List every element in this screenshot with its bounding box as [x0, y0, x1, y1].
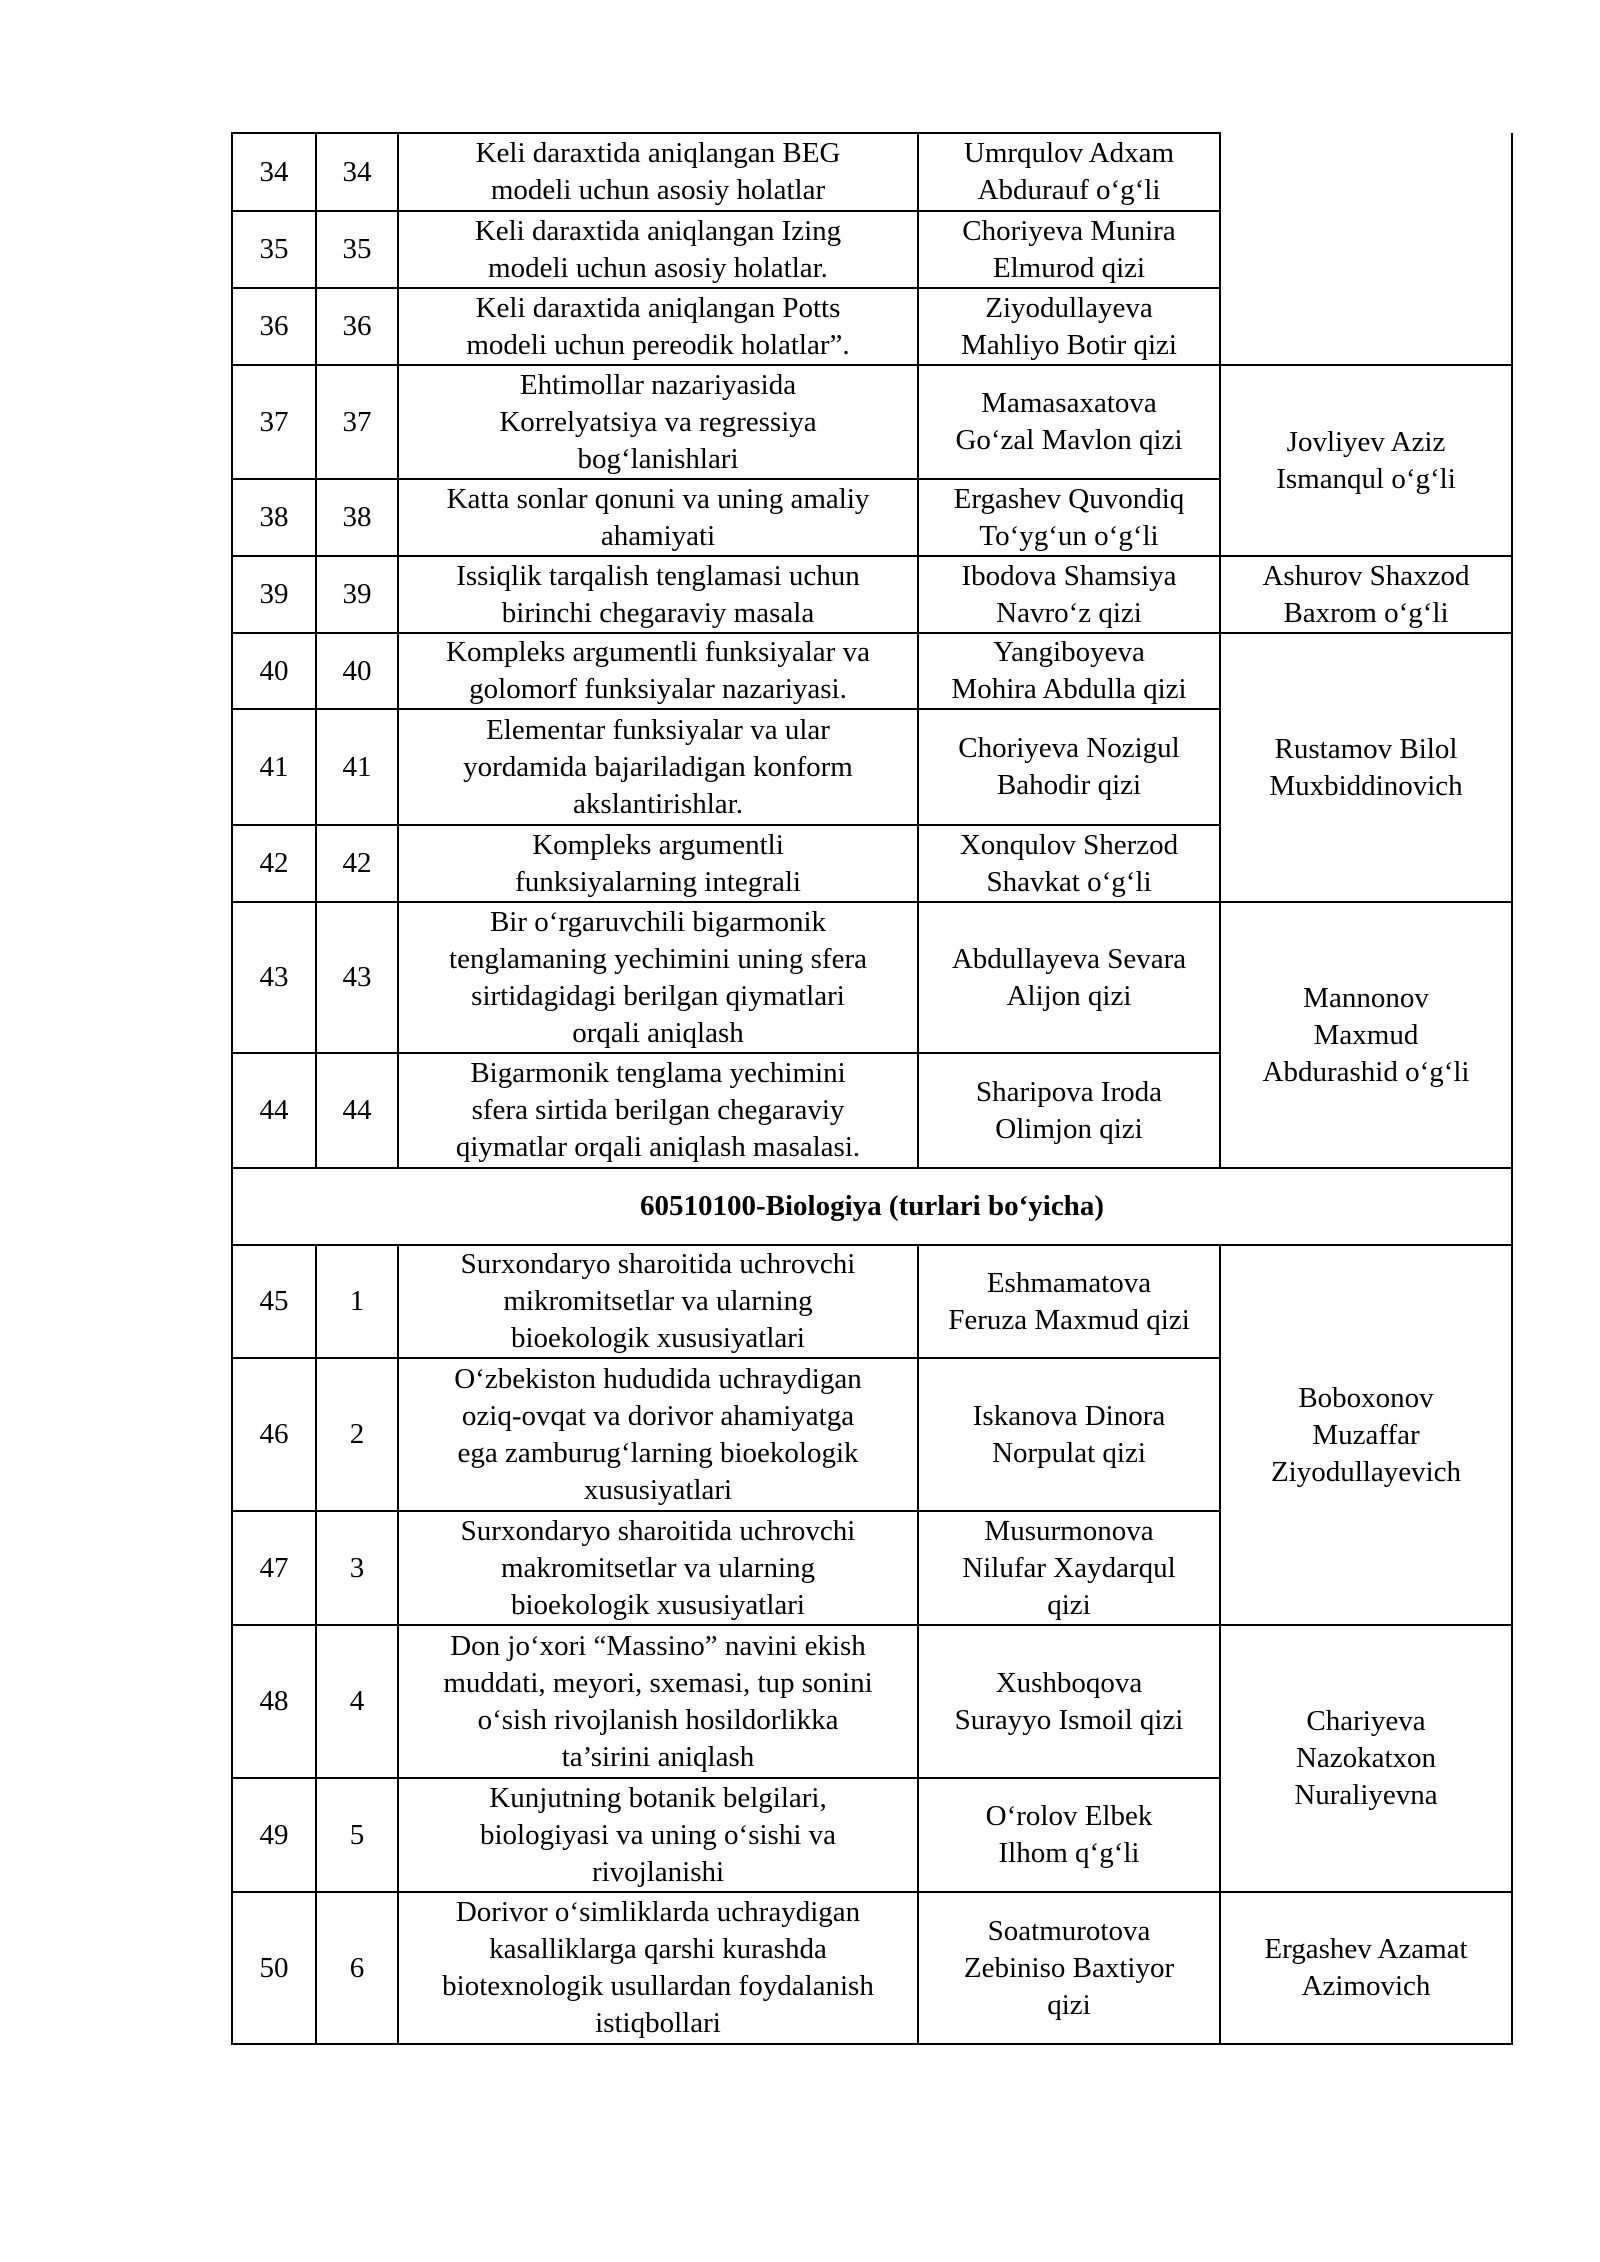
row-number: 34 — [232, 133, 316, 211]
topic-cell: O‘zbekiston hududida uchraydigan oziq-ovqat va dorivor ahamiyatga ega zamburug‘larning bioekologik xususiyatlari — [398, 1358, 918, 1511]
topic-cell: Kompleks argumentli funksiyalar va golomorf funksiyalar nazariyasi. — [398, 633, 918, 709]
student-cell: Ergashev Quvondiq To‘yg‘un o‘g‘li — [918, 479, 1220, 556]
topic-cell: Katta sonlar qonuni va uning amaliy ahamiyati — [398, 479, 918, 556]
row-number: 39 — [232, 556, 316, 633]
row-sub-number: 5 — [316, 1778, 398, 1892]
topic-cell: Bir o‘rgaruvchili bigarmonik tenglamaning yechimini uning sfera sirtidagidagi berilgan qiymatlari orqali aniqlash — [398, 902, 918, 1053]
student-cell: Xushboqova Surayyo Ismoil qizi — [918, 1625, 1220, 1778]
row-sub-number: 40 — [316, 633, 398, 709]
row-number: 35 — [232, 211, 316, 288]
supervisor-cell: Jovliyev Aziz Ismanqul o‘g‘li — [1220, 365, 1512, 556]
student-cell: Ziyodullayeva Mahliyo Botir qizi — [918, 288, 1220, 365]
table-row — [232, 902, 1512, 1053]
student-cell: Yangiboyeva Mohira Abdulla qizi — [918, 633, 1220, 709]
row-number: 36 — [232, 288, 316, 365]
row-number: 37 — [232, 365, 316, 479]
topic-cell: Keli daraxtida aniqlangan Izing modeli uchun asosiy holatlar. — [398, 211, 918, 288]
table-row — [232, 1245, 1512, 1358]
row-number: 49 — [232, 1778, 316, 1892]
topic-cell: Dorivor o‘simliklarda uchraydigan kasalliklarga qarshi kurashda biotexnologik usullardan foydalanish istiqbollari — [398, 1892, 918, 2044]
row-sub-number: 43 — [316, 902, 398, 1053]
student-cell: Musurmonova Nilufar Xaydarqul qizi — [918, 1511, 1220, 1625]
row-number: 47 — [232, 1511, 316, 1625]
supervisor-cell-empty — [1220, 133, 1512, 365]
section-title: 60510100-Biologiya (turlari bo‘yicha) — [232, 1168, 1512, 1245]
row-number: 46 — [232, 1358, 316, 1511]
row-number: 48 — [232, 1625, 316, 1778]
row-sub-number: 1 — [316, 1245, 398, 1358]
student-cell: Iskanova Dinora Norpulat qizi — [918, 1358, 1220, 1511]
row-number: 45 — [232, 1245, 316, 1358]
table-row — [232, 556, 1512, 633]
row-sub-number: 38 — [316, 479, 398, 556]
topic-cell: Kunjutning botanik belgilari, biologiyasi va uning o‘sishi va rivojlanishi — [398, 1778, 918, 1892]
table-row — [232, 1625, 1512, 1778]
row-sub-number: 3 — [316, 1511, 398, 1625]
student-cell: O‘rolov Elbek Ilhom q‘g‘li — [918, 1778, 1220, 1892]
row-sub-number: 6 — [316, 1892, 398, 2044]
topic-cell: Surxondaryo sharoitida uchrovchi mikromitsetlar va ularning bioekologik xususiyatlari — [398, 1245, 918, 1358]
supervisor-cell: Mannonov Maxmud Abdurashid o‘g‘li — [1220, 902, 1512, 1168]
row-sub-number: 34 — [316, 133, 398, 211]
supervisor-cell: Boboxonov Muzaffar Ziyodullayevich — [1220, 1245, 1512, 1625]
row-sub-number: 2 — [316, 1358, 398, 1511]
topic-cell: Elementar funksiyalar va ular yordamida bajariladigan konform akslantirishlar. — [398, 709, 918, 825]
row-sub-number: 4 — [316, 1625, 398, 1778]
student-cell: Choriyeva Munira Elmurod qizi — [918, 211, 1220, 288]
topic-cell: Keli daraxtida aniqlangan BEG modeli uchun asosiy holatlar — [398, 133, 918, 211]
row-number: 50 — [232, 1892, 316, 2044]
student-cell: Xonqulov Sherzod Shavkat o‘g‘li — [918, 825, 1220, 902]
row-sub-number: 41 — [316, 709, 398, 825]
row-sub-number: 37 — [316, 365, 398, 479]
student-cell: Ibodova Shamsiya Navro‘z qizi — [918, 556, 1220, 633]
table-row — [232, 365, 1512, 479]
row-sub-number: 39 — [316, 556, 398, 633]
student-cell: Soatmurotova Zebiniso Baxtiyor qizi — [918, 1892, 1220, 2044]
row-number: 44 — [232, 1053, 316, 1168]
row-number: 41 — [232, 709, 316, 825]
thesis-topics-table — [231, 132, 1513, 2045]
row-number: 43 — [232, 902, 316, 1053]
student-cell: Umrqulov Adxam Abdurauf o‘g‘li — [918, 133, 1220, 211]
topic-cell: Keli daraxtida aniqlangan Potts modeli uchun pereodik holatlar”. — [398, 288, 918, 365]
student-cell: Choriyeva Nozigul Bahodir qizi — [918, 709, 1220, 825]
row-number: 38 — [232, 479, 316, 556]
row-sub-number: 44 — [316, 1053, 398, 1168]
section-header-row — [232, 1168, 1512, 1245]
table-row — [232, 1892, 1512, 2044]
supervisor-cell: Ashurov Shaxzod Baxrom o‘g‘li — [1220, 556, 1512, 633]
student-cell: Mamasaxatova Go‘zal Mavlon qizi — [918, 365, 1220, 479]
topic-cell: Bigarmonik tenglama yechimini sfera sirtida berilgan chegaraviy qiymatlar orqali aniqlash masalasi. — [398, 1053, 918, 1168]
student-cell: Abdullayeva Sevara Alijon qizi — [918, 902, 1220, 1053]
row-sub-number: 42 — [316, 825, 398, 902]
row-number: 40 — [232, 633, 316, 709]
topic-cell: Don jo‘xori “Massino” navini ekish muddati, meyori, sxemasi, tup sonini o‘sish rivojlanish hosildorlikka ta’sirini aniqlash — [398, 1625, 918, 1778]
row-number: 42 — [232, 825, 316, 902]
topic-cell: Surxondaryo sharoitida uchrovchi makromitsetlar va ularning bioekologik xususiyatlari — [398, 1511, 918, 1625]
topic-cell: Issiqlik tarqalish tenglamasi uchun birinchi chegaraviy masala — [398, 556, 918, 633]
topic-cell: Kompleks argumentli funksiyalarning integrali — [398, 825, 918, 902]
row-sub-number: 35 — [316, 211, 398, 288]
student-cell: Eshmamatova Feruza Maxmud qizi — [918, 1245, 1220, 1358]
topic-cell: Ehtimollar nazariyasida Korrelyatsiya va regressiya bog‘lanishlari — [398, 365, 918, 479]
row-sub-number: 36 — [316, 288, 398, 365]
supervisor-cell: Chariyeva Nazokatxon Nuraliyevna — [1220, 1625, 1512, 1892]
supervisor-cell: Rustamov Bilol Muxbiddinovich — [1220, 633, 1512, 902]
table-row — [232, 633, 1512, 709]
supervisor-cell: Ergashev Azamat Azimovich — [1220, 1892, 1512, 2044]
table-row — [232, 133, 1512, 211]
student-cell: Sharipova Iroda Olimjon qizi — [918, 1053, 1220, 1168]
